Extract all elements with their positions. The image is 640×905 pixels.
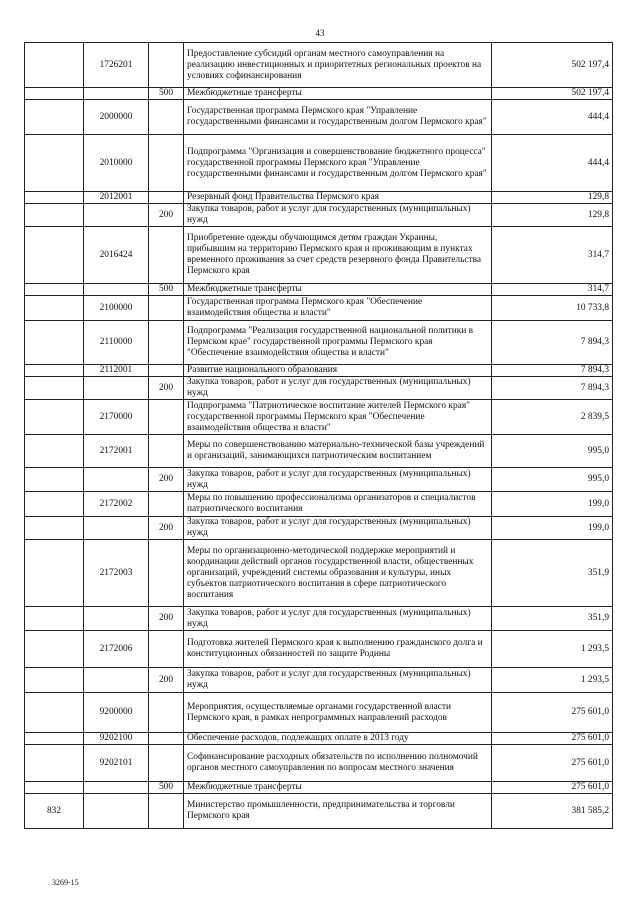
dept-cell	[25, 693, 84, 733]
table-row	[25, 668, 613, 693]
expense-type-cell: 200	[149, 468, 184, 492]
expense-type-cell	[149, 365, 184, 377]
dept-cell	[25, 284, 84, 296]
sum-cell: 995,0	[492, 435, 613, 468]
item-name-cell: Закупка товаров, работ и услуг для государственных (муниципальных) нужд	[184, 607, 492, 631]
code-cell	[84, 284, 149, 296]
item-name-cell: Закупка товаров, работ и услуг для государственных (муниципальных) нужд	[184, 377, 492, 400]
dept-cell	[25, 377, 84, 400]
sum-cell: 275 601,0	[492, 745, 613, 782]
table-row	[25, 43, 613, 88]
expense-type-cell: 200	[149, 668, 184, 693]
table-row	[25, 365, 613, 377]
item-name-cell: Межбюджетные трансферты	[184, 782, 492, 794]
sum-cell: 351,9	[492, 607, 613, 631]
sum-cell: 275 601,0	[492, 733, 613, 745]
code-cell	[84, 468, 149, 492]
code-cell: 2170000	[84, 400, 149, 435]
table-row	[25, 794, 613, 829]
item-name-cell: Предоставление субсидий органам местного самоуправления на реализацию инвестиционных и приоритетных региональных проектов на условиях софинансирования	[184, 43, 492, 88]
sum-cell: 351,9	[492, 540, 613, 607]
dept-cell	[25, 733, 84, 745]
code-cell	[84, 88, 149, 100]
sum-cell: 314,7	[492, 227, 613, 284]
item-name-cell: Резервный фонд Правительства Пермского края	[184, 192, 492, 204]
table-row	[25, 192, 613, 204]
table-row	[25, 88, 613, 100]
dept-cell	[25, 227, 84, 284]
item-name-cell: Межбюджетные трансферты	[184, 284, 492, 296]
page-number: 43	[315, 28, 325, 38]
item-name-cell: Закупка товаров, работ и услуг для государственных (муниципальных) нужд	[184, 668, 492, 693]
code-cell: 9202100	[84, 733, 149, 745]
code-cell	[84, 517, 149, 540]
table-row	[25, 321, 613, 365]
sum-cell: 381 585,2	[492, 794, 613, 829]
dept-cell	[25, 365, 84, 377]
sum-cell: 129,8	[492, 192, 613, 204]
code-cell: 2172002	[84, 492, 149, 517]
expense-type-cell	[149, 693, 184, 733]
item-name-cell: Подпрограмма "Реализация государственной национальной политики в Пермском крае" государственной программы Пермского края "Обеспечение взаимодействия общества и власти"	[184, 321, 492, 365]
sum-cell: 7 894,3	[492, 377, 613, 400]
code-cell: 1726201	[84, 43, 149, 88]
sum-cell: 275 601,0	[492, 693, 613, 733]
sum-cell: 314,7	[492, 284, 613, 296]
budget-table-body	[25, 43, 613, 829]
table-row	[25, 284, 613, 296]
expense-type-cell	[149, 43, 184, 88]
item-name-cell: Государственная программа Пермского края "Управление государственными финансами и государственным долгом Пермского края"	[184, 100, 492, 135]
dept-cell	[25, 192, 84, 204]
sum-cell: 502 197,4	[492, 88, 613, 100]
expense-type-cell	[149, 745, 184, 782]
dept-cell	[25, 100, 84, 135]
table-row	[25, 540, 613, 607]
dept-cell	[25, 88, 84, 100]
expense-type-cell	[149, 227, 184, 284]
dept-cell	[25, 782, 84, 794]
expense-type-cell	[149, 631, 184, 668]
code-cell	[84, 204, 149, 227]
code-cell: 2112001	[84, 365, 149, 377]
expense-type-cell	[149, 733, 184, 745]
sum-cell: 1 293,5	[492, 668, 613, 693]
table-row	[25, 607, 613, 631]
dept-cell	[25, 43, 84, 88]
item-name-cell: Подготовка жителей Пермского края к выполнению гражданского долга и конституционных обязанностей по защите Родины	[184, 631, 492, 668]
table-row	[25, 435, 613, 468]
item-name-cell: Мероприятия, осуществляемые органами государственной власти Пермского края, в рамках непрограммных направлений расходов	[184, 693, 492, 733]
sum-cell: 129,8	[492, 204, 613, 227]
expense-type-cell	[149, 135, 184, 192]
dept-cell	[25, 607, 84, 631]
code-cell: 2110000	[84, 321, 149, 365]
code-cell: 2100000	[84, 296, 149, 321]
dept-cell	[25, 468, 84, 492]
sum-cell: 199,0	[492, 492, 613, 517]
code-cell: 2000000	[84, 100, 149, 135]
code-cell: 2010000	[84, 135, 149, 192]
code-cell: 2172006	[84, 631, 149, 668]
table-row	[25, 693, 613, 733]
expense-type-cell: 200	[149, 607, 184, 631]
code-cell: 2172001	[84, 435, 149, 468]
item-name-cell: Подпрограмма "Организация и совершенствование бюджетного процесса" государственной программы Пермского края "Управление государственными финансами и государственным долгом Пермского края"	[184, 135, 492, 192]
dept-cell	[25, 517, 84, 540]
footer-code: 3269-15	[52, 878, 79, 887]
dept-cell	[25, 492, 84, 517]
table-row	[25, 733, 613, 745]
table-row	[25, 204, 613, 227]
table-row	[25, 631, 613, 668]
sum-cell: 2 839,5	[492, 400, 613, 435]
code-cell	[84, 668, 149, 693]
expense-type-cell	[149, 100, 184, 135]
expense-type-cell: 500	[149, 284, 184, 296]
table-row	[25, 227, 613, 284]
sum-cell: 275 601,0	[492, 782, 613, 794]
expense-type-cell: 200	[149, 204, 184, 227]
sum-cell: 7 894,3	[492, 321, 613, 365]
expense-type-cell	[149, 400, 184, 435]
budget-table	[24, 42, 613, 829]
item-name-cell: Приобретение одежды обучающимся детям граждан Украины, прибывшим на территорию Пермского края и проживающим в пунктах временного проживания за счет средств резервного фонда Правительства Пермского края	[184, 227, 492, 284]
expense-type-cell: 200	[149, 377, 184, 400]
sum-cell: 7 894,3	[492, 365, 613, 377]
table-row	[25, 400, 613, 435]
dept-cell	[25, 296, 84, 321]
expense-type-cell	[149, 321, 184, 365]
item-name-cell: Закупка товаров, работ и услуг для государственных (муниципальных) нужд	[184, 204, 492, 227]
item-name-cell: Закупка товаров, работ и услуг для государственных (муниципальных) нужд	[184, 517, 492, 540]
code-cell	[84, 794, 149, 829]
dept-cell	[25, 540, 84, 607]
dept-cell	[25, 204, 84, 227]
item-name-cell: Софинансирование расходных обязательств по исполнению полномочий органов местного самоуправления по вопросам местного значения	[184, 745, 492, 782]
dept-cell	[25, 435, 84, 468]
code-cell: 2012001	[84, 192, 149, 204]
dept-cell	[25, 400, 84, 435]
expense-type-cell: 500	[149, 782, 184, 794]
sum-cell: 444,4	[492, 135, 613, 192]
expense-type-cell	[149, 192, 184, 204]
item-name-cell: Меры по организационно-методической поддержке мероприятий и координации действий органов государственной власти, общественных организаций, учреждений системы образования и культуры, иных субъектов патриотического воспитания в сфере патриотического воспитания	[184, 540, 492, 607]
expense-type-cell: 200	[149, 517, 184, 540]
dept-cell	[25, 321, 84, 365]
table-row	[25, 517, 613, 540]
table-row	[25, 377, 613, 400]
item-name-cell: Меры по совершенствованию материально-технической базы учреждений и организаций, занимающихся патриотическим воспитанием	[184, 435, 492, 468]
item-name-cell: Подпрограмма "Патриотическое воспитание жителей Пермского края" государственной программы Пермского края "Обеспечение взаимодействия общества и власти"	[184, 400, 492, 435]
item-name-cell: Министерство промышленности, предпринимательства и торговли Пермского края	[184, 794, 492, 829]
sum-cell: 995,0	[492, 468, 613, 492]
sum-cell: 199,0	[492, 517, 613, 540]
item-name-cell: Государственная программа Пермского края "Обеспечение взаимодействия общества и власти"	[184, 296, 492, 321]
expense-type-cell	[149, 540, 184, 607]
code-cell	[84, 782, 149, 794]
code-cell	[84, 377, 149, 400]
expense-type-cell	[149, 435, 184, 468]
table-row	[25, 492, 613, 517]
code-cell	[84, 607, 149, 631]
sum-cell: 444,4	[492, 100, 613, 135]
table-row	[25, 468, 613, 492]
item-name-cell: Межбюджетные трансферты	[184, 88, 492, 100]
item-name-cell: Закупка товаров, работ и услуг для государственных (муниципальных) нужд	[184, 468, 492, 492]
table-row	[25, 745, 613, 782]
code-cell: 2016424	[84, 227, 149, 284]
dept-cell	[25, 135, 84, 192]
table-row	[25, 100, 613, 135]
expense-type-cell	[149, 794, 184, 829]
expense-type-cell	[149, 296, 184, 321]
dept-cell	[25, 631, 84, 668]
item-name-cell: Развитие национального образования	[184, 365, 492, 377]
code-cell: 9200000	[84, 693, 149, 733]
dept-cell	[25, 745, 84, 782]
table-row	[25, 135, 613, 192]
code-cell: 9202101	[84, 745, 149, 782]
sum-cell: 502 197,4	[492, 43, 613, 88]
expense-type-cell	[149, 492, 184, 517]
table-row	[25, 296, 613, 321]
table-row	[25, 782, 613, 794]
sum-cell: 1 293,5	[492, 631, 613, 668]
dept-cell	[25, 668, 84, 693]
expense-type-cell: 500	[149, 88, 184, 100]
sum-cell: 10 733,8	[492, 296, 613, 321]
dept-cell: 832	[25, 794, 84, 829]
code-cell: 2172003	[84, 540, 149, 607]
item-name-cell: Обеспечение расходов, подлежащих оплате в 2013 году	[184, 733, 492, 745]
item-name-cell: Меры по повышению профессионализма организаторов и специалистов патриотического воспитания	[184, 492, 492, 517]
